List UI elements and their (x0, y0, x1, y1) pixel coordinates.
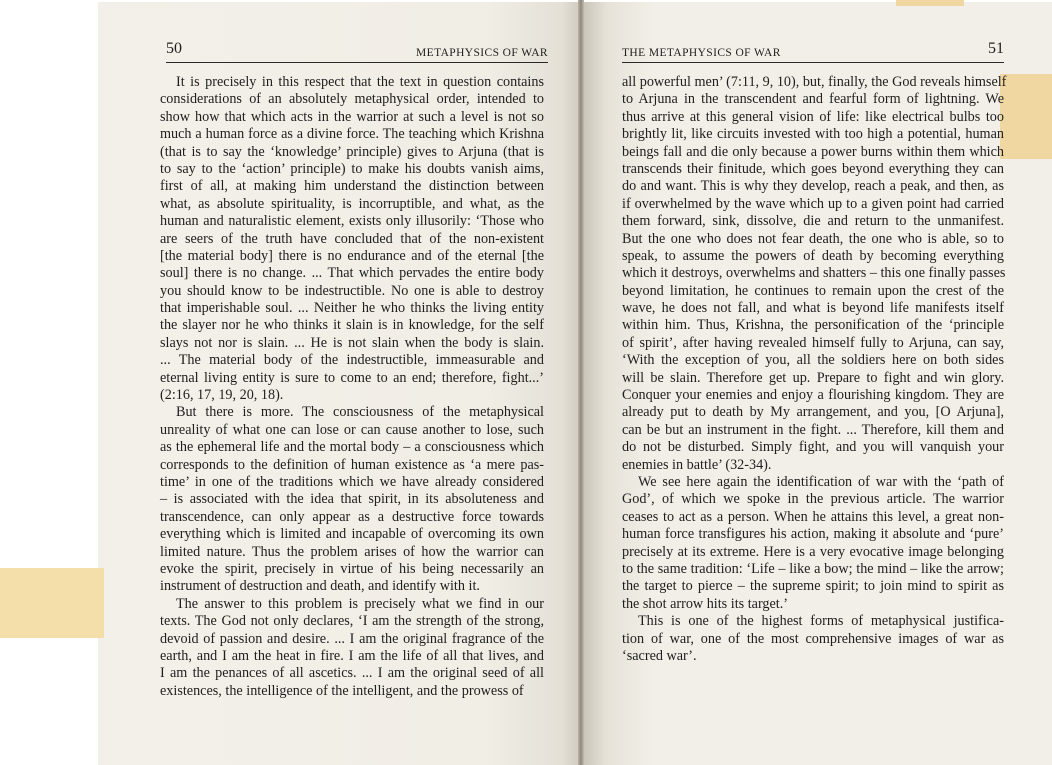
text-line: ‘With the exception of you, all the soldiers here on both sides (622, 352, 1004, 369)
text-line: evoke the spirit, precisely in virtue of his being necessarily an (160, 560, 544, 577)
text-line: precisely at its extreme. Here is a very evocative image belonging (622, 543, 1004, 560)
text-line: are seers of the truth have concluded that of the non-existent (160, 230, 544, 247)
text-line: beyond limitation, he continues to remain upon the crest of the (622, 282, 1004, 299)
text-line: of spirit’, after having revealed himself fully to Arjuna, can say, (622, 334, 1004, 351)
text-line: the target to pierce – the supreme spirit; to join mind to spirit as (622, 578, 1004, 595)
text-line: limited nature. Thus the problem arises of how the warrior can (160, 543, 544, 560)
text-line: – is associated with the idea that spirit, in its absoluteness and (160, 491, 544, 508)
text-line: I am the penances of all ascetics. ... I am the original seed of all (160, 665, 544, 682)
text-line: will be slain. Therefore get up. Prepare to fight and win glory. (622, 369, 1004, 386)
text-line: human and naturalistic element, exists only illusorily: ‘Those who (160, 213, 544, 230)
right-page-number: 51 (988, 40, 1004, 57)
text-line: you should know to be indestructible. No one is able to destroy (160, 282, 544, 299)
text-line: as the ephemeral life and the mortal body – a consciousness which (160, 439, 544, 456)
text-line: if overwhelmed by the wave which up to a given point had carried (622, 195, 1004, 212)
left-page-body (160, 74, 544, 700)
text-line: transcends their finitude, which goes beyond everything they can (622, 160, 1004, 177)
text-line: (2:16, 17, 19, 20, 18). (160, 387, 284, 404)
text-line: But there is more. The consciousness of the metaphysical (176, 404, 544, 421)
text-line: to the same tradition: ‘Life – like a bow; the mind – like the arrow; (622, 560, 1004, 577)
text-line: existences, the intelligence of the intelligent, and the prowess of (160, 682, 524, 699)
text-line: devoid of passion and desire. ... I am the original fragrance of the (160, 630, 544, 647)
text-line: tion of war, one of the most comprehensive images of war as (622, 630, 1004, 647)
text-line: thus arrive at this general vision of life: like electrical bulbs too (622, 108, 1004, 125)
text-line: everything which is limited and incapable of overcoming its own (160, 526, 544, 543)
text-line: soul] there is no change. ... That which pervades the entire body (160, 265, 544, 282)
right-page-body (622, 74, 1007, 665)
text-line: We see here again the identification of war with the ‘path of (638, 473, 1004, 490)
text-line: earth, and I am the heat in fire. I am the life of all that lives, and (160, 647, 544, 664)
text-line: can be but an instrument in the fight. ... Therefore, kill them and (622, 421, 1004, 438)
text-line: them forward, sink, dissolve, die and return to the unmanifest. (622, 213, 1004, 230)
text-line: speak, to assume the powers of death by becoming everything (622, 247, 1004, 264)
text-line: much a human force as a divine force. The teaching which Krishna (160, 126, 544, 143)
sticky-note-tab-top (896, 0, 964, 6)
text-line: instrument of destruction and death, and identify with it. (160, 578, 480, 595)
text-line: ceases to act as a person. When he attains this level, a great non- (622, 508, 1004, 525)
right-running-head: THE METAPHYSICS OF WAR (622, 47, 781, 59)
text-line: which it destroys, overwhelms and shatters – this one finally passes (622, 265, 1006, 282)
text-line: the slayer nor he who thinks it slain is in knowledge, for the self (160, 317, 544, 334)
text-line: to Arjuna in the transcendent and fearful form of lightning. We (622, 91, 1004, 108)
text-line: eternal living entity is sure to come to an end; therefore, fight...’ (160, 369, 544, 386)
text-line: brightly lit, like circuits invested with too high a potential, human (622, 126, 1004, 143)
text-line: what, as absolute spirituality, is incorruptible, and what, as the (160, 195, 544, 212)
text-line: all powerful men’ (7:11, 9, 10), but, finally, the God reveals himself (622, 74, 1007, 90)
text-line: time’ in one of the traditions which we have already considered (160, 473, 544, 490)
text-line: show how that which acts in the warrior at such a level is not so (160, 108, 544, 125)
text-line: It is precisely in this respect that the text in question contains (176, 74, 544, 90)
right-page-header (622, 40, 1004, 63)
text-line: first of all, at making him understand the distinction between (160, 178, 544, 195)
left-page-number: 50 (166, 40, 182, 57)
text-line: [the material body] there is no endurance and of the eternal [the (160, 247, 544, 264)
text-line: transcendence, can only appear as a destructive force towards (160, 508, 544, 525)
text-line: do and want. This is why they develop, reach a peak, and then, as (622, 178, 1004, 195)
text-line: to say to the ‘action’ principle) to make his doubts vanish aims, (160, 160, 544, 177)
left-page-header (166, 40, 548, 63)
text-line: ‘sacred war’. (622, 647, 697, 664)
text-line: This is one of the highest forms of metaphysical justifica- (638, 613, 1004, 630)
text-line: corresponds to the definition of human existence as ‘a mere pas- (160, 456, 544, 473)
text-line: ... The material body of the indestructible, immeasurable and (160, 352, 544, 369)
left-running-head: METAPHYSICS OF WAR (416, 47, 548, 59)
text-line: considerations of an absolutely metaphysical order, intended to (160, 91, 544, 108)
text-line: already put to death by My arrangement, and you, [O Arjuna], (622, 404, 1004, 421)
text-line: the shot arrow hits its target.’ (622, 595, 789, 612)
text-line: within him. Thus, Krishna, the personification of the ‘principle (622, 317, 1004, 334)
text-line: texts. The God not only declares, ‘I am the strength of the strong, (160, 613, 544, 630)
text-line: human force transfigures his action, making it absolute and ‘pure’ (622, 526, 1004, 543)
text-line: that imperishable soul. ... Neither he who thinks the living entity (160, 300, 544, 317)
text-line: beings fall and die only because a power burns within them which (622, 143, 1004, 160)
text-line: unreality of what one can lose or can cause another to lose, such (160, 421, 544, 438)
text-line: enemies in battle’ (32-34). (622, 456, 772, 473)
text-line: slays not nor is slain. ... He is not slain when the body is slain. (160, 334, 544, 351)
text-line: But the one who does not fear death, the one who is able, so to (622, 230, 1004, 247)
book-gutter (578, 0, 584, 765)
text-line: wave, he does not fall, and what is beyond life manifests itself (622, 300, 1004, 317)
text-line: God’, of which we spoke in the previous article. The warrior (622, 491, 1004, 508)
text-line: do not be disturbed. Simply fight, and you will vanquish your (622, 439, 1004, 456)
sticky-note-tab-right (1000, 74, 1052, 159)
text-line: The answer to this problem is precisely what we find in our (176, 595, 544, 612)
text-line: Conquer your enemies and enjoy a flourishing kingdom. They are (622, 387, 1004, 404)
sticky-note-tab-left (0, 568, 104, 638)
text-line: (that is to say the ‘knowledge’ principle) gives to Arjuna (that is (160, 143, 544, 160)
